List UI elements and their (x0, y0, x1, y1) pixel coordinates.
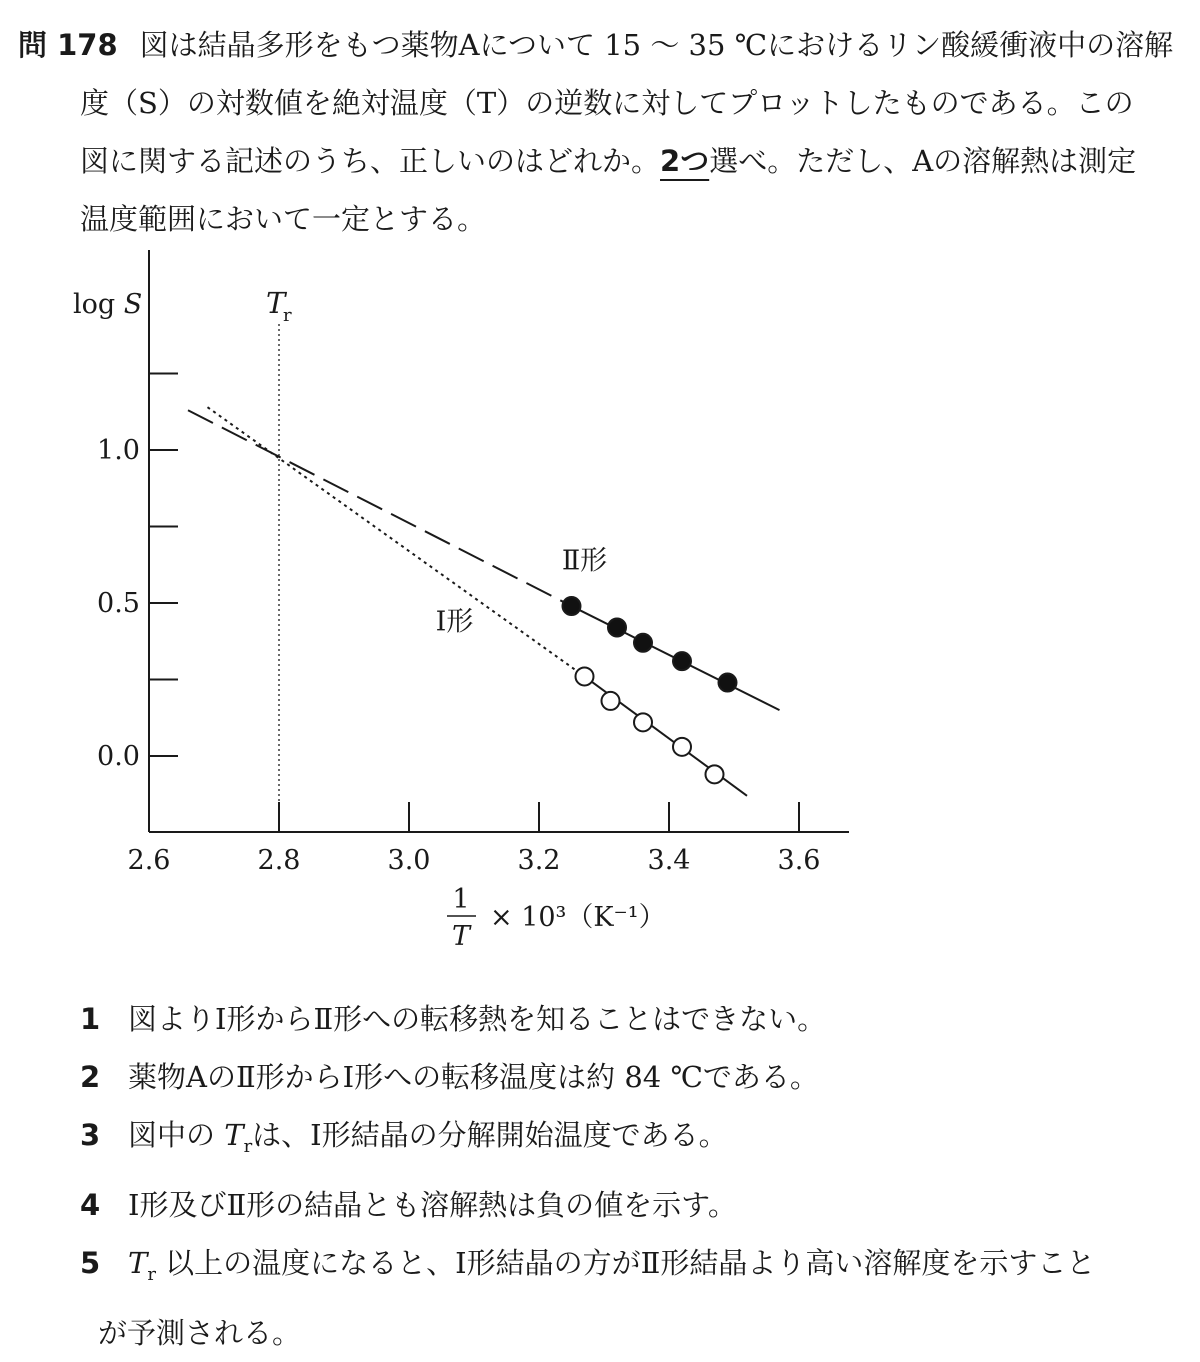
question-stem (18, 16, 1188, 248)
series-form-2 (188, 410, 780, 710)
tr-sub: r (243, 1135, 253, 1157)
series-form-1 (208, 407, 748, 796)
option-text: 図よりⅠ形からⅡ形への転移熱を知ることはできない。 (128, 1002, 827, 1036)
series-label: Ⅰ形 (435, 606, 474, 638)
question-line-2: 度（S）の対数値を絶対温度（T）の逆数に対してプロットしたものである。この (80, 86, 1134, 120)
x-tick-label: 2.8 (257, 845, 301, 876)
option-number: 3 (80, 1118, 101, 1152)
option-4[interactable] (80, 1176, 1190, 1234)
data-point (608, 618, 626, 636)
tr-sub: r (147, 1263, 156, 1285)
question-line-3a: 図に関する記述のうち、正しいのはどれか。 (80, 144, 661, 178)
extrapolation-line (208, 407, 585, 676)
option-text (128, 1234, 1190, 1304)
x-tick-label: 3.4 (647, 845, 691, 876)
option-text: Ⅰ形及びⅡ形の結晶とも溶解熱は負の値を示す。 (128, 1187, 737, 1222)
option-text (128, 1106, 1190, 1176)
data-point (576, 667, 594, 685)
option-text: 薬物AのⅡ形からⅠ形への転移温度は約 84 ℃である。 (128, 1060, 819, 1094)
option-3[interactable] (80, 1106, 1190, 1176)
option-2[interactable] (80, 1048, 1190, 1106)
question-number: 問 178 (18, 28, 118, 62)
tr-label-subscript: r (283, 305, 292, 326)
y-tick-label: 0.5 (97, 588, 140, 619)
data-point (719, 674, 737, 692)
x-tick-label: 2.6 (127, 845, 171, 876)
question-line-4: 温度範囲において一定とする。 (80, 202, 487, 236)
data-point (634, 713, 652, 731)
y-tick-label: 1.0 (97, 435, 140, 466)
data-point (673, 652, 691, 670)
option-number: 5 (80, 1245, 101, 1280)
option-number: 2 (80, 1060, 101, 1094)
data-point (634, 634, 652, 652)
option-pre: 図中の (128, 1118, 225, 1152)
x-tick-label: 3.0 (387, 845, 431, 876)
choose-count: 2つ (660, 144, 710, 178)
extrapolation-line (188, 410, 572, 606)
data-point (563, 597, 581, 615)
x-label-denominator: T (451, 921, 471, 952)
answer-options (80, 990, 1190, 1362)
option-5[interactable] (80, 1234, 1190, 1304)
data-point (602, 692, 620, 710)
question-line-3 (18, 132, 1188, 190)
x-label-numerator: 1 (452, 884, 470, 915)
series-label: Ⅱ形 (561, 545, 608, 577)
y-axis-label: log S (73, 289, 143, 320)
question-line-1: 図は結晶多形をもつ薬物Aについて 15 ～ 35 ℃におけるリン酸緩衝液中の溶解 (139, 28, 1174, 62)
x-tick-label: 3.6 (777, 845, 821, 876)
option-number: 4 (80, 1187, 101, 1222)
option-number: 1 (80, 1002, 101, 1036)
tr-label: T (266, 286, 286, 320)
option-1[interactable] (80, 990, 1190, 1048)
tr-var: T (224, 1118, 244, 1152)
option-rest: 以上の温度になると、Ⅰ形結晶の方がⅡ形結晶より高い溶解度を示すこと (165, 1245, 1096, 1280)
question-line-3b: 選べ。ただし、Aの溶解熱は測定 (709, 144, 1137, 178)
tr-var: T (128, 1245, 148, 1280)
x-tick-label: 3.2 (517, 845, 561, 876)
data-point (706, 765, 724, 783)
x-label-unit: × 10³（K⁻¹） (490, 902, 666, 933)
option-5-continuation: が予測される。 (98, 1315, 302, 1350)
y-tick-label: 0.0 (97, 741, 140, 772)
solubility-chart (0, 240, 880, 960)
option-rest: は、Ⅰ形結晶の分解開始温度である。 (252, 1118, 728, 1152)
data-point (673, 738, 691, 756)
